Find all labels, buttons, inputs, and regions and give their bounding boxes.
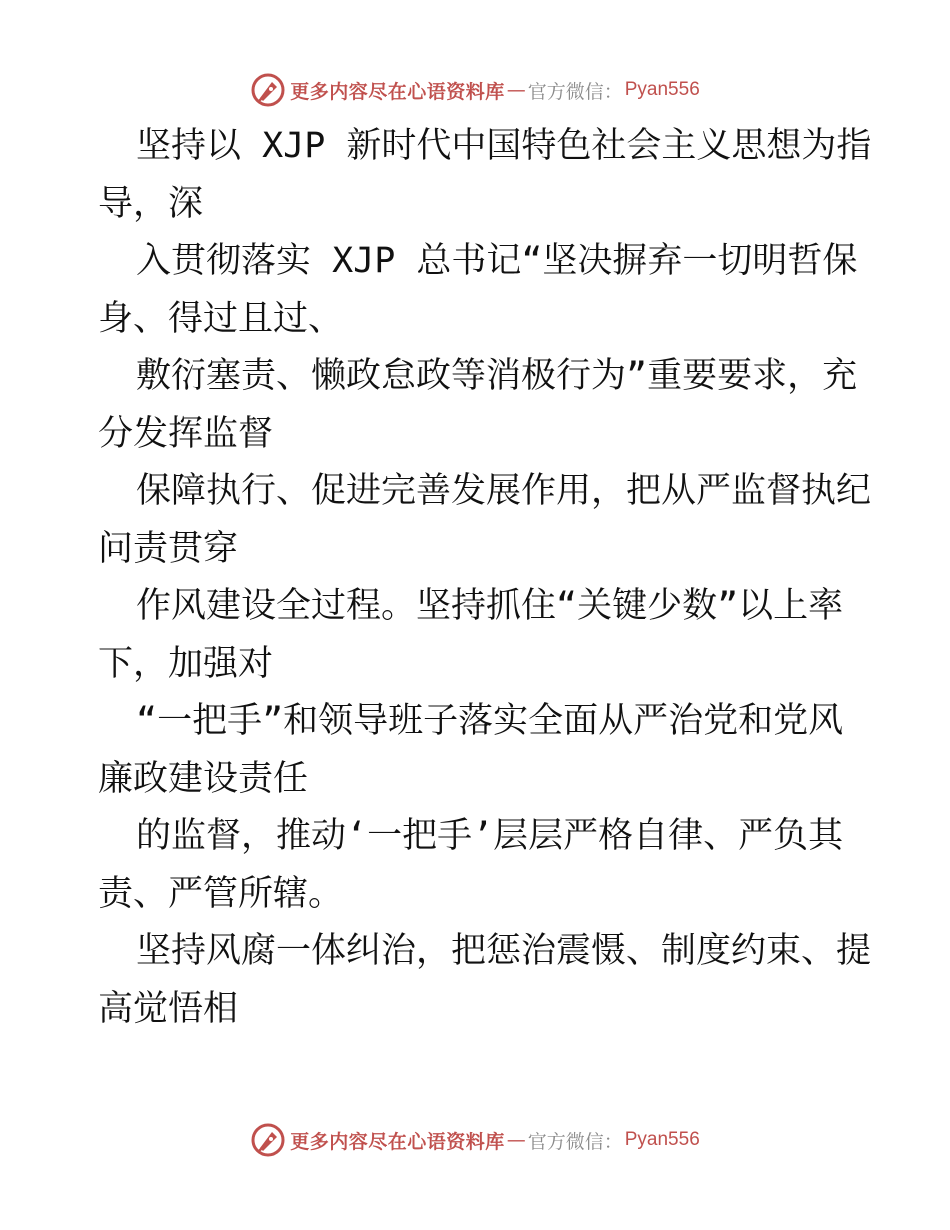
text-line: 分发挥监督 <box>98 413 274 454</box>
text-line: 入贯彻落实 XJP 总书记“坚决摒弃一切明哲保 <box>136 241 858 281</box>
text-line: 的监督，推动‘一把手’层层严格自律、严负其 <box>136 816 844 856</box>
watermark-official-label: 官方微信： <box>527 80 623 103</box>
pen-nib-logo-icon <box>250 72 286 108</box>
text-line: “一把手”和领导班子落实全面从严治党和党风 <box>136 701 844 741</box>
watermark-separator: — <box>506 1129 526 1151</box>
pen-nib-logo-icon <box>250 1122 286 1158</box>
text-line: 身、得过且过、 <box>98 298 344 339</box>
text-line: 保障执行、促进完善发展作用，把从严监督执纪 <box>136 471 872 511</box>
text-line: 坚持以 XJP 新时代中国特色社会主义思想为指 <box>136 126 872 166</box>
header-watermark <box>0 70 950 110</box>
text-line: 廉政建设责任 <box>98 758 309 799</box>
document-body <box>98 118 872 1038</box>
watermark-official-label: 官方微信： <box>527 1130 623 1153</box>
watermark-brand: 更多内容尽在心语资料库 <box>290 1130 505 1153</box>
watermark-wechat-id: Pyan556 <box>624 1129 700 1150</box>
text-line: 敷衍塞责、懒政怠政等消极行为”重要要求，充 <box>136 356 858 396</box>
text-line: 问责贯穿 <box>98 528 239 569</box>
watermark-separator: — <box>506 79 526 101</box>
text-line: 责、严管所辖。 <box>98 873 344 914</box>
watermark-wechat-id: Pyan556 <box>624 79 700 100</box>
footer-watermark <box>0 1120 950 1160</box>
text-line: 导，深 <box>98 183 204 224</box>
text-line: 作风建设全过程。坚持抓住“关键少数”以上率 <box>136 586 844 626</box>
watermark-brand: 更多内容尽在心语资料库 <box>290 80 505 103</box>
text-line: 高觉悟相 <box>98 988 239 1029</box>
text-line: 坚持风腐一体纠治，把惩治震慑、制度约束、提 <box>136 931 872 971</box>
text-line: 下，加强对 <box>98 643 274 684</box>
